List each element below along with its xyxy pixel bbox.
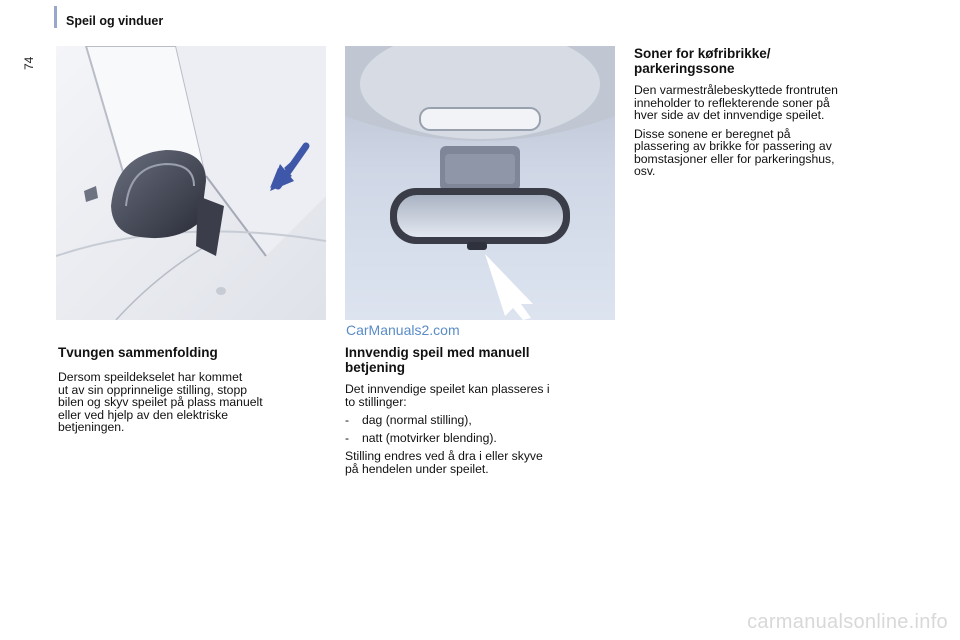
body-line: bilen og skyv speilet på plass manuelt xyxy=(58,395,263,409)
toll-zones-body xyxy=(634,84,909,184)
list-item-text: dag (normal stilling), xyxy=(362,413,472,427)
body-line: Stilling endres ved å dra i eller skyve xyxy=(345,449,543,463)
body-line: Dersom speildekselet har kommet xyxy=(58,370,243,384)
body-line: bomstasjoner eller for parkeringshus, xyxy=(634,151,835,166)
interior-mirror-illustration xyxy=(345,46,615,320)
body-line: Det innvendige speilet kan plasseres i xyxy=(345,382,550,396)
heading-forced-folding: Tvungen sammenfolding xyxy=(58,345,218,360)
paragraph-1 xyxy=(634,84,909,122)
outro-paragraph xyxy=(345,450,615,475)
heading-line: Innvendig speil med manuell xyxy=(345,345,530,360)
forced-folding-body xyxy=(58,371,333,434)
body-line: osv. xyxy=(634,164,656,178)
list-dash: - xyxy=(345,430,350,445)
body-line: på hendelen under speilet. xyxy=(345,461,489,476)
body-line: to stillinger: xyxy=(345,394,407,409)
intro-paragraph xyxy=(345,383,615,408)
body-line: eller ved hjelp av den elektriske xyxy=(58,407,229,422)
body-line: betjeningen. xyxy=(58,420,125,434)
body-line: Disse sonene er beregnet på xyxy=(634,126,791,141)
heading-line: Soner for køfribrikke/ xyxy=(634,46,771,61)
page-number: 74 xyxy=(22,56,36,70)
list-item-text: natt (motvirker blending). xyxy=(362,430,497,445)
heading-interior-mirror xyxy=(345,345,530,375)
positions-list xyxy=(345,414,615,444)
paragraph-2 xyxy=(634,128,909,178)
list-item xyxy=(345,432,615,445)
heading-line: parkeringssone xyxy=(634,61,735,76)
body-line: Den varmestrålebeskyttede frontruten xyxy=(634,83,838,97)
body-line: ut av sin opprinnelige stilling, stopp xyxy=(58,382,248,397)
heading-line: betjening xyxy=(345,360,405,375)
body-line: inneholder to reflekterende soner på xyxy=(634,95,830,110)
door-mirror-illustration xyxy=(56,46,326,320)
interior-mirror-body xyxy=(345,383,615,481)
body-line: plassering av brikke for passering av xyxy=(634,139,832,153)
header-accent-bar xyxy=(54,6,57,28)
watermark-text: CarManuals2.com xyxy=(346,322,460,338)
section-title: Speil og vinduer xyxy=(66,14,164,28)
body-line: hver side av det innvendige speilet. xyxy=(634,108,825,122)
list-dash: - xyxy=(345,413,350,427)
list-item xyxy=(345,414,615,427)
heading-toll-zones xyxy=(634,46,771,76)
site-watermark: carmanualsonline.info xyxy=(747,611,948,633)
